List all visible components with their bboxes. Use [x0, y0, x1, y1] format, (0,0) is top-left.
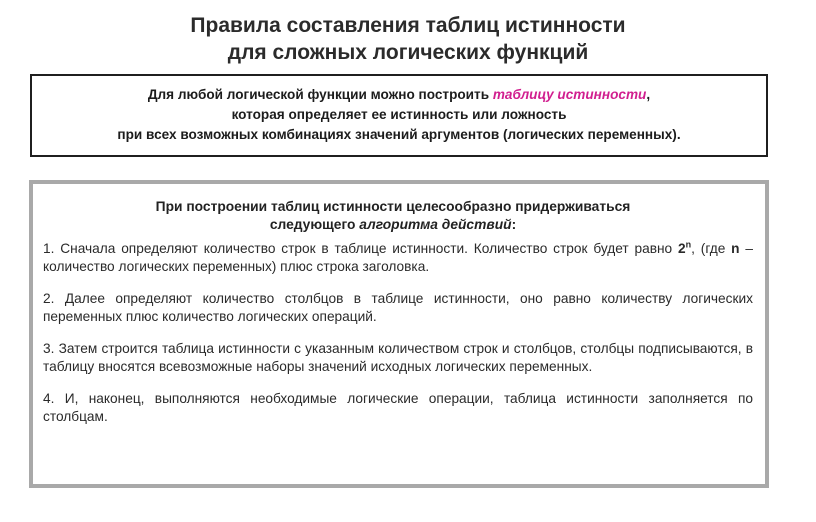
step-1-text-3: – количество логических переменных) плюс строка заголовка.	[43, 241, 753, 274]
step-1-text: 1. Сначала определяют количество строк в таблице истинности. Количество строк будет равно	[43, 241, 679, 256]
step-4: 4. И, наконец, выполняются необходимые логические операции, таблица истинности заполняется по столбцам.	[43, 391, 753, 424]
definition-text-before: Для любой логической функции можно построить	[147, 87, 493, 102]
algorithm-heading	[33, 198, 753, 234]
step-1	[43, 240, 753, 276]
definition-comma: ,	[646, 87, 651, 102]
truth-table-highlight: таблицу истинности	[492, 87, 647, 102]
algorithm-emphasis: алгоритма действий	[359, 217, 512, 232]
step-1-base: 2	[678, 241, 686, 256]
step-2: 2. Далее определяют количество столбцов в таблице истинности, оно равно количеству логических переменных плюс количество логических операций.	[43, 291, 753, 324]
definition-line-1	[32, 85, 766, 105]
heading-text: следующего	[269, 217, 360, 232]
algorithm-heading-line-2	[33, 216, 753, 234]
algorithm-steps	[43, 240, 753, 426]
title-line-2: для сложных логических функций	[227, 41, 589, 64]
algorithm-box	[29, 180, 769, 488]
title-line-1: Правила составления таблиц истинности	[190, 14, 626, 37]
step-1-text-2: , (где	[691, 241, 732, 256]
step-3: 3. Затем строится таблица истинности с указанным количеством строк и столбцов, столбцы подписываются, в таблицу вносятся всевозможные наборы значений исходных логических переменных.	[43, 341, 753, 374]
step-1-variable: n	[731, 241, 740, 256]
algorithm-heading-line-1: При построении таблиц истинности целесообразно придерживаться	[155, 199, 631, 214]
definition-box	[30, 74, 768, 157]
definition-line-3: при всех возможных комбинациях значений аргументов (логических переменных).	[117, 127, 681, 142]
heading-colon: :	[511, 217, 517, 232]
definition-line-2: которая определяет ее истинность или ложность	[231, 107, 567, 122]
page-title	[0, 12, 816, 66]
step-1-exponent: n	[685, 239, 692, 250]
